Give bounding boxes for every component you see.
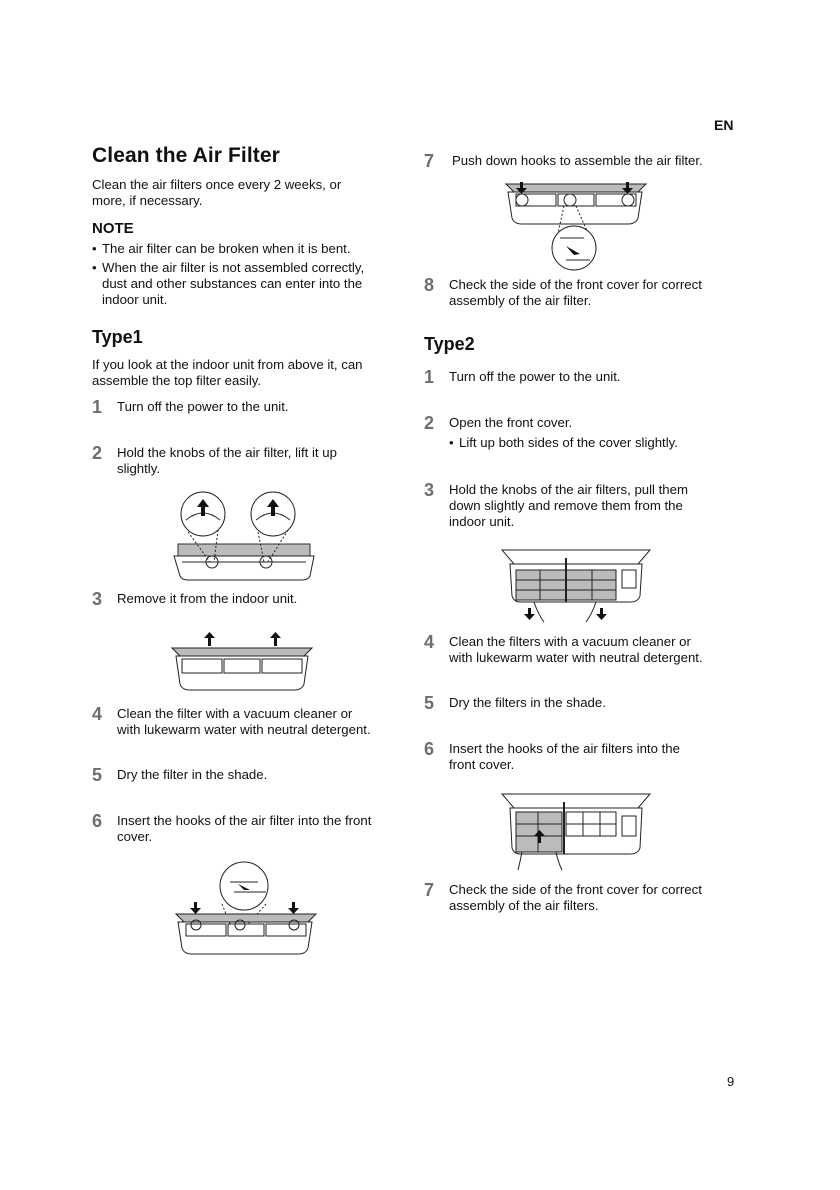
page-number: 9	[727, 1074, 735, 1089]
type1-step-6: 6 Insert the hooks of the air filter into the front cover.	[92, 811, 372, 844]
pull-filters-illustration	[500, 546, 652, 626]
type1-step-8: 8 Check the side of the front cover for correct assembly of the air filter.	[424, 275, 702, 308]
lift-filter-illustration	[170, 492, 320, 584]
step-number: 7	[424, 151, 435, 171]
type1-step-2: 2 Hold the knobs of the air filter, lift it up slightly.	[92, 443, 337, 476]
type2-step-4: 4 Clean the filters with a vacuum cleaner or with lukewarm water with neutral detergent.	[424, 632, 703, 665]
step-number: 8	[424, 275, 435, 295]
step-number: 6	[92, 811, 103, 831]
type2-step-1: 1 Turn off the power to the unit.	[424, 367, 621, 387]
push-hooks-illustration	[502, 180, 650, 272]
step-number: 2	[424, 413, 435, 433]
step-sub-bullet: • Lift up both sides of the cover slightly.	[449, 435, 678, 450]
type1-heading: Type1	[92, 327, 143, 347]
step-number: 2	[92, 443, 103, 463]
type1-intro: If you look at the indoor unit from above it, can assemble the top filter easily.	[92, 357, 363, 388]
step-number: 1	[424, 367, 435, 387]
note-heading: NOTE	[92, 220, 134, 237]
step-number: 7	[424, 880, 435, 900]
intro-text: Clean the air filters once every 2 weeks, or more, if necessary.	[92, 177, 342, 208]
type2-step-5: 5 Dry the filters in the shade.	[424, 693, 606, 713]
type2-heading: Type2	[424, 334, 475, 354]
step-number: 5	[92, 765, 103, 785]
note-list	[92, 241, 402, 308]
note-item: • When the air filter is not assembled correctly, dust and other substances can enter into the indoor unit.	[92, 260, 365, 307]
step-number: 1	[92, 397, 103, 417]
type1-step-5: 5 Dry the filter in the shade.	[92, 765, 268, 785]
step-number: 3	[92, 589, 103, 609]
insert-filters-illustration	[500, 790, 652, 872]
step-number: 5	[424, 693, 435, 713]
step-number: 3	[424, 480, 435, 500]
step-number: 4	[92, 704, 103, 724]
page-title: Clean the Air Filter	[92, 144, 280, 167]
language-label: EN	[714, 117, 734, 133]
type1-step-3: 3 Remove it from the indoor unit.	[92, 589, 298, 609]
type2-step-7: 7 Check the side of the front cover for correct assembly of the air filters.	[424, 880, 702, 913]
type1-step-1: 1 Turn off the power to the unit.	[92, 397, 289, 417]
type2-step-6: 6 Insert the hooks of the air filters into the front cover.	[424, 739, 680, 772]
type2-step-3: 3 Hold the knobs of the air filters, pull them down slightly and remove them from the indoor unit.	[424, 480, 688, 529]
type1-step-4: 4 Clean the filter with a vacuum cleaner or with lukewarm water with neutral detergent.	[92, 704, 371, 737]
type1-step-7: 7 Push down hooks to assemble the air filter.	[424, 151, 703, 171]
type2-step-2: 2 Open the front cover. • Lift up both sides of the cover slightly.	[424, 413, 678, 450]
note-item: • The air filter can be broken when it is bent.	[92, 241, 351, 256]
insert-hooks-illustration	[172, 862, 320, 958]
step-number: 6	[424, 739, 435, 759]
step-number: 4	[424, 632, 435, 652]
remove-filter-illustration	[172, 632, 317, 692]
